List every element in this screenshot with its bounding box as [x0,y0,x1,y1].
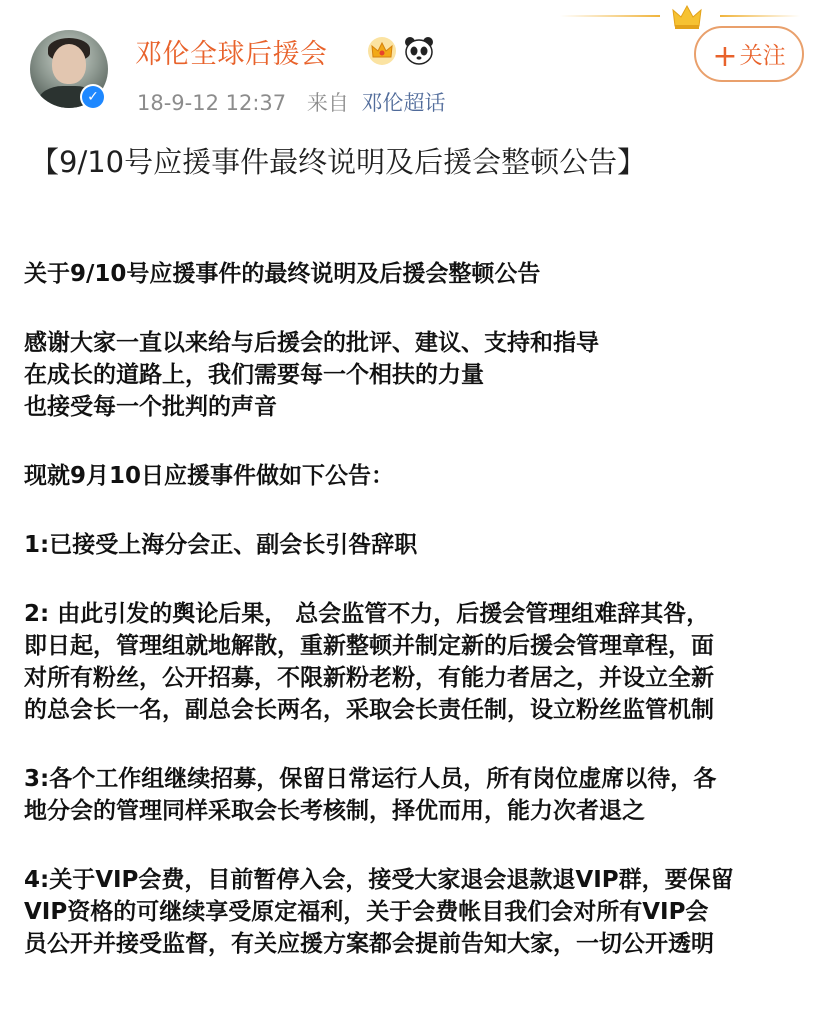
author-name[interactable]: 邓伦全球后援会 [135,39,328,70]
item-2-line: 对所有粉丝，公开招募，不限新粉老粉，有能力者居之，并设立全新 [24,665,714,691]
item-2-line: 的总会长一名，副总会长两名，采取会长责任制，设立粉丝监管机制 [24,697,714,723]
from-label: 来自 [306,91,349,115]
follow-label: 关注 [739,43,786,69]
panda-badge-icon[interactable] [403,34,435,66]
item-3-line: 3:各个工作组继续招募，保留日常运行人员，所有岗位虚席以待，各 [24,766,717,792]
post-title: 【9/10号应援事件最终说明及后援会整顿公告】 [30,145,647,179]
crown-badge-icon[interactable] [367,36,397,66]
item-1: 1:已接受上海分会正、副会长引咎辞职 [24,532,418,558]
item-4-line: 员公开并接受监督，有关应援方案都会提前告知大家，一切公开透明 [24,931,714,957]
item-3-line: 地分会的管理同样采取会长考核制，择优而用，能力次者退之 [24,798,645,824]
decoration-line-right [720,15,800,17]
post-meta [137,87,446,117]
body-line: 在成长的道路上，我们需要每一个相扶的力量 [24,362,484,388]
decoration-line-left [560,15,660,17]
body-lead: 现就9月10日应援事件做如下公告： [24,463,395,489]
post-body [24,258,814,960]
item-4-line: 4:关于VIP会费，目前暂停入会，接受大家退会退款退VIP群，要保留 [24,867,734,893]
plus-icon: + [712,39,738,74]
item-2-line: 即日起，管理组就地解散，重新整顿并制定新的后援会管理章程，面 [24,633,714,659]
follow-button[interactable] [694,26,804,82]
body-line: 也接受每一个批判的声音 [24,394,277,420]
post-timestamp: 18-9-12 12:37 [137,91,287,115]
item-2-line: 2: 由此引发的舆论后果， 总会监管不力，后援会管理组难辞其咎， [24,601,710,627]
item-4-line: VIP资格的可继续享受原定福利，关于会费帐目我们会对所有VIP会 [24,899,709,925]
crown-decoration-icon [672,4,702,30]
verified-badge-icon: ✓ [80,84,106,110]
source-link[interactable]: 邓伦超话 [361,91,446,115]
body-heading: 关于9/10号应援事件的最终说明及后援会整顿公告 [24,261,541,287]
body-line: 感谢大家一直以来给与后援会的批评、建议、支持和指导 [24,330,599,356]
